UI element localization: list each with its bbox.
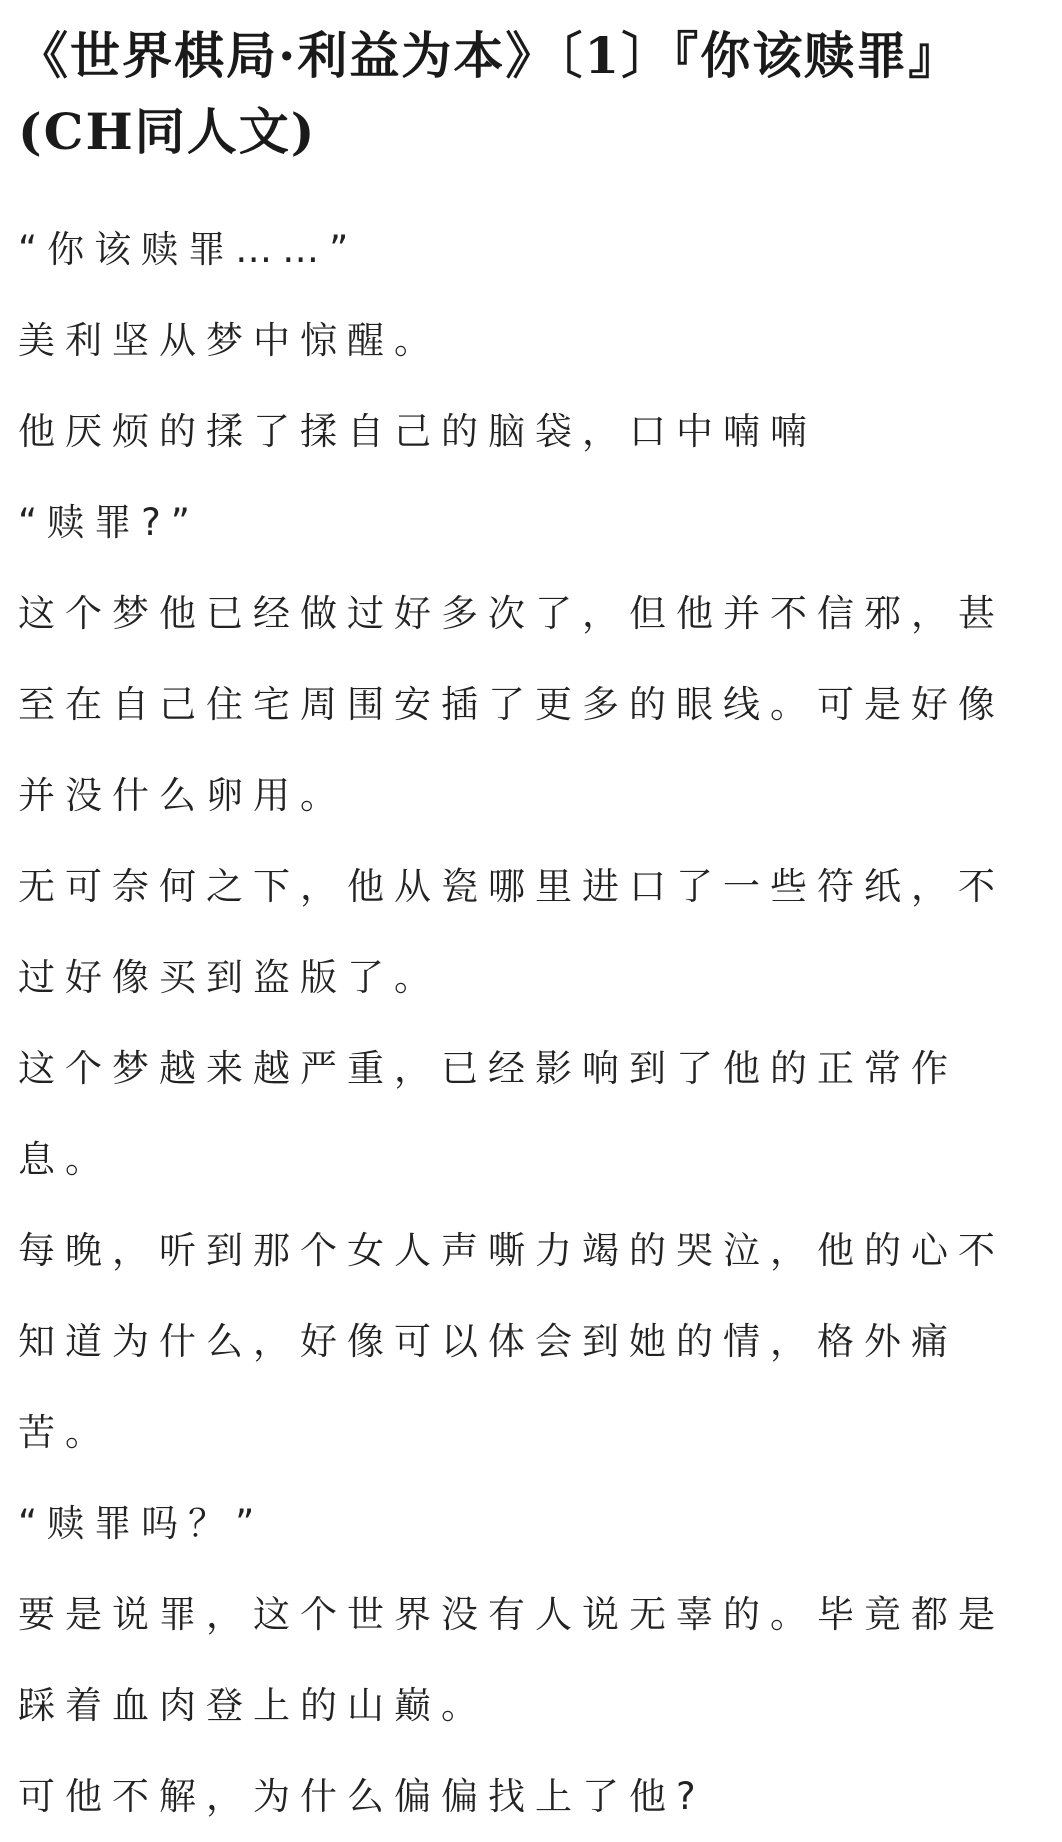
paragraph: 要是说罪，这个世界没有人说无辜的。毕竟都是踩着血肉登上的山巅。 (18, 1593, 1005, 1727)
paragraph: 每晚，听到那个女人声嘶力竭的哭泣，他的心不知道为什么，好像可以体会到她的情，格外痛苦。 (18, 1229, 1005, 1454)
article (18, 18, 1048, 1842)
paragraph: “赎罪?” (18, 501, 200, 544)
paragraph: 他厌烦的揉了揉自己的脑袋，口中喃喃 (18, 410, 817, 453)
article-title: 《世界棋局·利益为本》〔1〕『你该赎罪』(CH同人文) (18, 26, 961, 161)
paragraph: “赎罪吗？” (18, 1502, 265, 1545)
paragraph: 可他不解，为什么偏偏找上了他? (18, 1775, 706, 1818)
paragraph: 这个梦越来越严重，已经影响到了他的正常作息。 (18, 1047, 958, 1181)
article-body (18, 204, 1048, 1842)
paragraph: “你该赎罪……” (18, 228, 359, 271)
paragraph: 这个梦他已经做过好多次了，但他并不信邪，甚至在自己住宅周围安插了更多的眼线。可是好像并没什么卵用。 (18, 592, 1005, 817)
paragraph: 美利坚从梦中惊醒。 (18, 319, 441, 362)
paragraph: 无可奈何之下，他从瓷哪里进口了一些符纸，不过好像买到盗版了。 (18, 865, 1005, 999)
